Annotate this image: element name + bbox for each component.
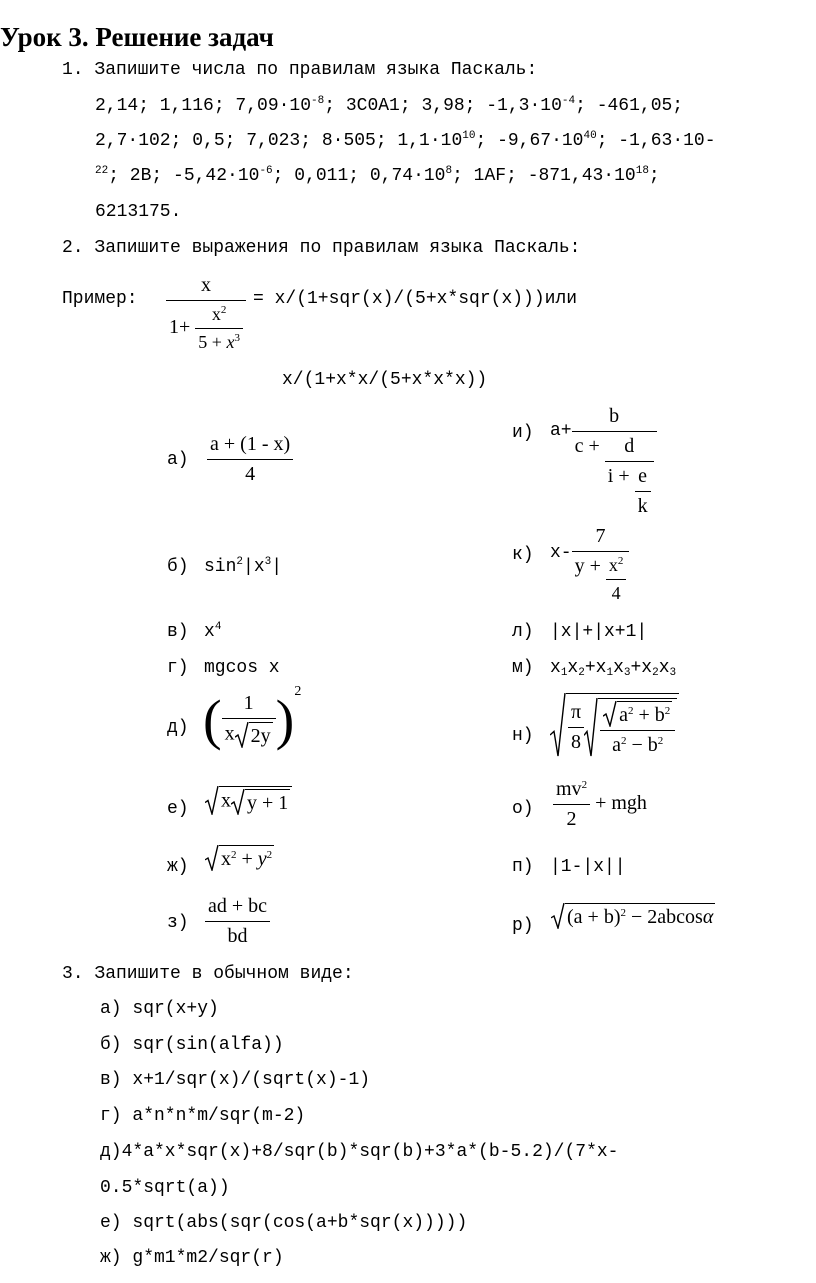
item-k-label: к) <box>512 545 534 565</box>
task3-item: б) sqr(sin(alfa)) <box>100 1035 284 1055</box>
item-l-formula: |x|+|x+1| <box>550 622 648 642</box>
item-v-label: в) <box>167 622 189 642</box>
item-d-label: д) <box>167 718 189 738</box>
item-l-label: л) <box>512 622 534 642</box>
task1-heading: 1. Запишите числа по правилам языка Паскаль: <box>62 60 538 80</box>
item-r-formula: $(a + b)^2 - 2abcos\alpha$ <box>551 903 715 929</box>
item-o-label: о) <box>512 799 534 819</box>
item-zh-formula: $x^2 + y^2$ <box>205 845 274 871</box>
page-title: Урок 3. Решение задач <box>0 22 274 52</box>
task2-heading: 2. Запишите выражения по правилам языка Паскаль: <box>62 238 581 258</box>
item-n-formula: $\frac{\pi}{8}$ $\frac{a^2 + b^2}{a^2 - b^2}$ <box>550 693 679 757</box>
task3-item: в) x+1/sqr(x)/(sqrt(x)-1) <box>100 1070 371 1090</box>
item-z-label: з) <box>167 913 189 933</box>
task3-item: е) sqrt(abs(sqr(cos(a+b*sqr(x))))) <box>100 1213 468 1233</box>
item-o-formula: $\frac{mv^2}{2}$ + mgh <box>553 778 647 831</box>
item-zh-label: ж) <box>167 857 189 877</box>
item-m-formula: $x_1x_2+x_1x_3+x_2x_3$ <box>550 658 677 679</box>
item-m-label: м) <box>512 658 534 678</box>
item-n-label: н) <box>512 726 534 746</box>
task1-line4: 6213175. <box>95 202 182 222</box>
example-formula: x 1+ $\frac{x^2}{5 + x^3}$ <box>166 274 246 353</box>
task3-item: 0.5*sqrt(a)) <box>100 1178 230 1198</box>
item-k-formula: x- 7 y + $\frac{x^2}{4}$ <box>550 525 629 604</box>
task1-line3: $^{22}$; 2B; $-5,42\cdot 10^{-6}$; 0,011; $0,74\cdot 10^8$; 1AF; $-871,43\cdot 10^{18}$; <box>95 165 660 186</box>
item-p-formula: |1-|x|| <box>550 857 626 877</box>
item-g-formula: mgcos x <box>204 658 280 678</box>
task1-line2: 2,7·102; 0,5; 7,023; 8·505; $1,1\cdot 10^{10}$; $-9,67\cdot 10^{40}$; -1,63·10- <box>95 130 716 151</box>
item-e-formula: x y + 1 <box>205 786 292 815</box>
example-answer-2: x/(1+x*x/(5+x*x*x)) <box>282 370 488 390</box>
task3-item: ж) g*m1*m2/sqr(r) <box>100 1248 284 1268</box>
item-v-formula: $x^4$ <box>204 621 222 642</box>
task3-item: а) sqr(x+y) <box>100 999 219 1019</box>
task1-line1: 2,14; 1,116; $7,09\cdot 10^{-8}$; 3C0A1; 3,98; $-1,3\cdot 10^{-4}$; -461,05; <box>95 95 684 116</box>
item-r-label: р) <box>512 916 534 936</box>
task3-heading: 3. Запишите в обычном виде: <box>62 964 354 984</box>
example-answer-1: = x/(1+sqr(x)/(5+x*sqr(x)))или <box>253 289 578 309</box>
task3-item: д)4*a*x*sqr(x)+8/sqr(b)*sqr(b)+3*a*(b-5.2)/(7*x- <box>100 1142 619 1162</box>
item-a-formula: $\frac{a + (1 - x)}{4}$ <box>207 433 293 486</box>
example-label: Пример: <box>62 289 138 309</box>
item-a-label: а) <box>167 450 189 470</box>
item-i-formula: a+ b c + d i + $\frac{e}{k}$ <box>550 405 657 518</box>
item-i-label: и) <box>512 423 534 443</box>
item-d-formula: ( 1 x 2y )$^2$ <box>203 684 302 752</box>
item-e-label: е) <box>167 799 189 819</box>
item-p-label: п) <box>512 857 534 877</box>
item-b-formula: $\sin^2|x^3|$ <box>204 556 283 577</box>
item-g-label: г) <box>167 658 189 678</box>
item-b-label: б) <box>167 557 189 577</box>
item-z-formula: $\frac{ad + bc}{bd}$ <box>205 895 270 948</box>
task3-item: г) a*n*n*m/sqr(m-2) <box>100 1106 306 1126</box>
